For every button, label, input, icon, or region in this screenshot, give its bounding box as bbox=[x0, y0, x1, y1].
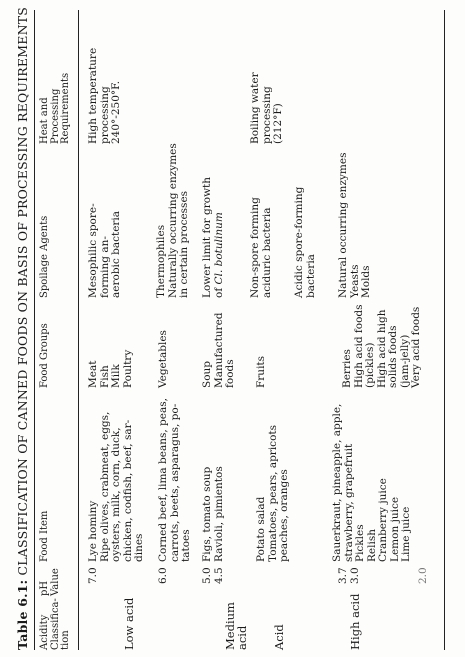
table-caption bbox=[15, 7, 30, 650]
high-acid-items: Sauerkraut, pineapple, apple, strawberry, grapefruit Pickles Relish Cranberry juice Lemon juice Lime juice bbox=[331, 403, 412, 562]
medium-acid-spoilage-line-1: Lower limit for growth bbox=[201, 176, 213, 298]
header-ph: pH Value bbox=[39, 568, 61, 596]
medium-acid-spoilage-line-2: of bbox=[212, 284, 225, 298]
low-acid-items-2: Corned beef, lima beans, peas, carrots, beets, asparagus, po- tatoes bbox=[157, 398, 192, 562]
high-acid-spoilage: Natural occurring enzymes Yeasts Molds bbox=[337, 152, 372, 298]
acid-spoilage-2: Acidic spore-forming bacteria bbox=[293, 186, 317, 298]
low-acid-label: Low acid bbox=[122, 597, 136, 650]
acid-items: Potato salad Tomatoes, pears, apricots peaches, oranges bbox=[255, 425, 290, 562]
header-food-item: Food Item bbox=[39, 510, 50, 562]
low-acid-spoilage-2: Thermophiles Naturally occurring enzymes in certain processes bbox=[155, 143, 190, 298]
medium-acid-groups: Soup Manufactured foods bbox=[201, 312, 236, 388]
high-acid-ph-c: 2.0 bbox=[417, 567, 429, 584]
header-acidity: Acidity Classifica- tion bbox=[39, 598, 71, 650]
acid-groups: Fruits bbox=[255, 355, 267, 388]
acid-spoilage-1: Non-spore forming aciduric bacteria bbox=[249, 197, 273, 298]
table-caption-text: CLASSIFICATION OF CANNED FOODS ON BASIS OF PROCESSING REQUIREMENTS bbox=[15, 6, 30, 576]
high-acid-ph-a: 3.7 bbox=[337, 567, 349, 584]
high-acid-label: High acid bbox=[348, 593, 362, 650]
high-acid-ph-b: 3.0 bbox=[349, 567, 361, 584]
low-acid-spoilage-1: Mesophilic spore- forming an- aerobic bacteria bbox=[87, 203, 122, 298]
acid-label: Acid bbox=[272, 624, 286, 650]
medium-acid-items: Figs, tomato soup Ravioli, pimientos bbox=[201, 466, 225, 562]
table-caption-label: Table 6.1: bbox=[15, 579, 30, 650]
high-acid-groups: Berries High acid foods (pickles) High acid high solids foods (jam-jelly) Very acid foods bbox=[341, 304, 422, 388]
acid-heat: Boiling water processing (212°F) bbox=[249, 72, 284, 144]
header-heat: Heat and Processing Requirements bbox=[39, 72, 71, 144]
low-acid-items-1: Lye hominy Ripe olives, crabmeat, eggs, oysters, milk, corn, duck, chicken, codfish, beef, sar- dines bbox=[87, 411, 145, 562]
low-acid-heat: High temperature processing 240°-250°F. bbox=[87, 47, 122, 144]
low-acid-groups-1: Meat Fish Milk Poultry bbox=[87, 349, 134, 388]
low-acid-groups-2: Vegetables bbox=[157, 330, 169, 388]
rotated-table bbox=[12, 6, 452, 650]
medium-acid-spoilage bbox=[202, 177, 225, 298]
organism-name: Cl. botulinum bbox=[212, 212, 225, 285]
header-food-groups: Food Groups bbox=[39, 323, 50, 388]
header-spoilage: Spoilage Agents bbox=[39, 215, 50, 298]
header-rule bbox=[78, 10, 79, 650]
low-acid-ph-1: 7.0 bbox=[87, 567, 99, 584]
bottom-rule bbox=[444, 10, 445, 650]
low-acid-ph-2: 6.0 bbox=[157, 567, 169, 584]
medium-acid-label: Medium acid bbox=[223, 602, 249, 650]
top-rule bbox=[34, 10, 35, 650]
medium-acid-ph: 5.0 4.5 bbox=[201, 567, 225, 584]
